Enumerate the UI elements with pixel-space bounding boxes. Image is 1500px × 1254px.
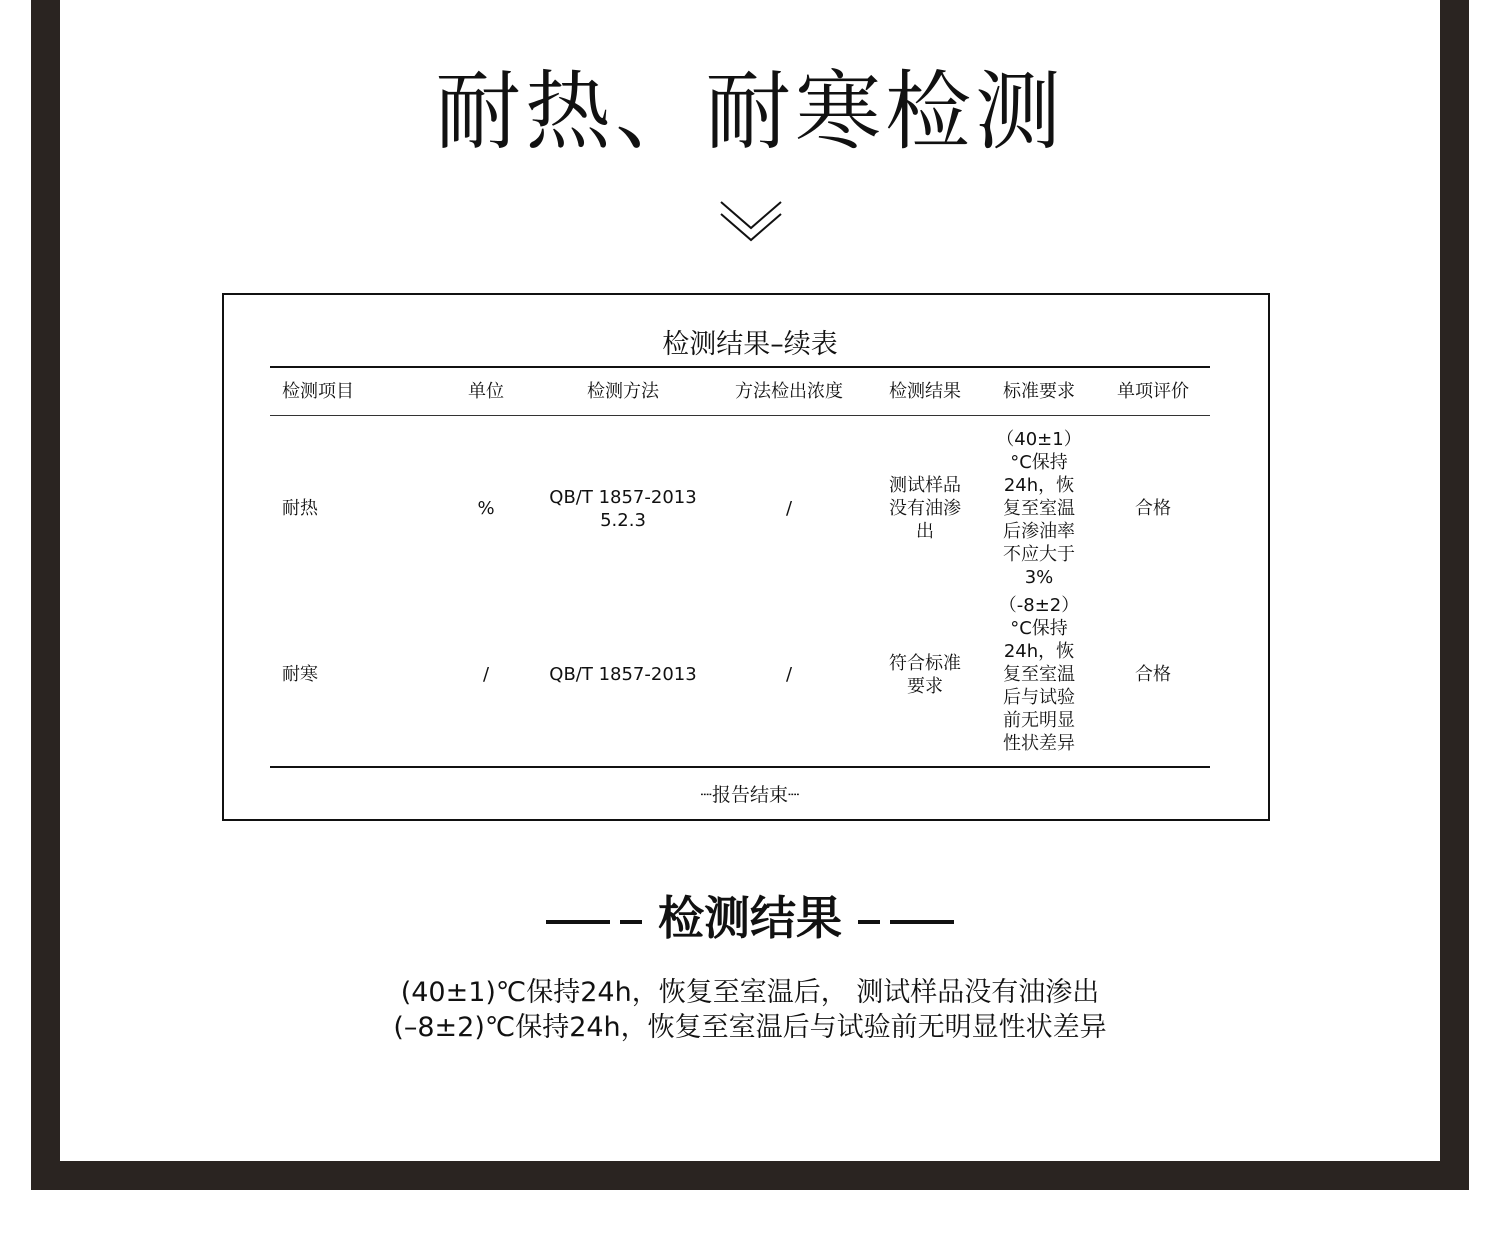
row1-standard: （40±1） °C保持 24h，恢 复至室温 后渗油率 不应大于 3% — [996, 429, 1082, 588]
header-detection-limit: 方法检出浓度 — [735, 381, 843, 402]
result-heading-group — [0, 890, 1500, 946]
heading-dash-short-left — [620, 920, 642, 924]
header-evaluation: 单项评价 — [1117, 381, 1189, 402]
heading-dash-short-right — [858, 920, 880, 924]
header-unit: 单位 — [468, 381, 504, 402]
heading-dash-long-right — [890, 920, 954, 924]
table-header-rule — [270, 415, 1210, 416]
row1-evaluation: 合格 — [1135, 498, 1171, 519]
row2-result: 符合标准 要求 — [889, 653, 961, 697]
row2-method: QB/T 1857-2013 — [549, 664, 697, 685]
frame-bottom-bar — [31, 1161, 1469, 1190]
row2-detection-limit: / — [785, 664, 793, 685]
report-table-box — [222, 293, 1270, 821]
row2-standard: （-8±2） °C保持 24h，恢 复至室温 后与试验 前无明显 性状差异 — [998, 595, 1080, 754]
heading-dash-long-left — [546, 920, 610, 924]
row1-unit: % — [477, 498, 495, 519]
header-standard: 标准要求 — [1003, 381, 1075, 402]
result-line-cold: (–8±2)℃保持24h，恢复至室温后与试验前无明显性状差异 — [393, 1012, 1107, 1043]
row1-item: 耐热 — [282, 498, 318, 519]
report-title: 检测结果–续表 — [662, 329, 838, 360]
row2-item: 耐寒 — [282, 664, 318, 685]
table-bottom-rule — [270, 766, 1210, 768]
row1-detection-limit: / — [785, 498, 793, 519]
row1-method: QB/T 1857-2013 5.2.3 — [549, 487, 697, 531]
table-top-rule — [270, 366, 1210, 368]
row2-unit: / — [482, 664, 490, 685]
header-result: 检测结果 — [889, 381, 961, 402]
row1-result: 测试样品 没有油渗 出 — [889, 475, 961, 542]
header-item: 检测项目 — [282, 381, 354, 402]
result-line-heat: (40±1)℃保持24h，恢复至室温后， 测试样品没有油渗出 — [400, 977, 1100, 1008]
row2-evaluation: 合格 — [1135, 664, 1171, 685]
result-heading: 检测结果 — [658, 891, 842, 945]
header-method: 检测方法 — [587, 381, 659, 402]
report-end-text: ┈报告结束┈ — [700, 784, 800, 806]
page-title: 耐热、耐寒检测 — [435, 62, 1065, 162]
double-chevron-down-icon — [719, 198, 783, 242]
